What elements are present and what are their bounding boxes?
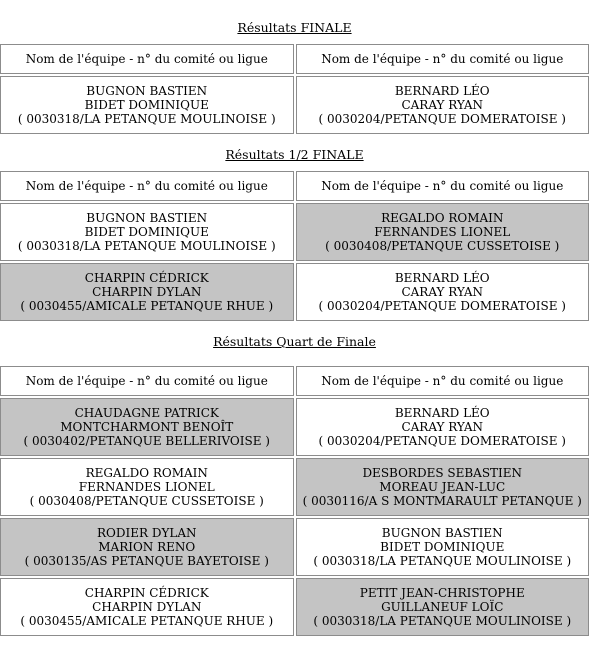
header-row	[0, 366, 589, 396]
club-info: ( 0030455/AMICALE PETANQUE RHUE )	[20, 299, 274, 313]
club-info: ( 0030318/LA PETANQUE MOULINOISE )	[313, 614, 572, 628]
team-cell	[0, 76, 294, 134]
match-row	[0, 518, 589, 576]
team-cell	[0, 458, 294, 516]
match-row	[0, 398, 589, 456]
match-row	[0, 263, 589, 321]
player-name: CHARPIN DYLAN	[92, 285, 202, 299]
match-row	[0, 578, 589, 636]
column-header: Nom de l'équipe - n° du comité ou ligue	[0, 366, 294, 396]
player-name: CARAY RYAN	[401, 98, 484, 112]
club-info: ( 0030204/PETANQUE DOMERATOISE )	[318, 299, 566, 313]
player-name: MARION RENO	[98, 540, 196, 554]
player-name: BUGNON BASTIEN	[86, 211, 208, 225]
team-cell	[0, 203, 294, 261]
player-name: REGALDO ROMAIN	[381, 211, 504, 225]
player-name: MOREAU JEAN-LUC	[379, 480, 506, 494]
club-info: ( 0030455/AMICALE PETANQUE RHUE )	[20, 614, 274, 628]
player-name: CARAY RYAN	[401, 420, 484, 434]
club-info: ( 0030204/PETANQUE DOMERATOISE )	[318, 434, 566, 448]
team-cell	[296, 578, 589, 636]
section-finale	[0, 0, 589, 136]
section-semi-final	[0, 136, 589, 323]
column-header: Nom de l'équipe - n° du comité ou ligue	[296, 366, 589, 396]
team-cell	[0, 518, 294, 576]
section-title: Résultats Quart de Finale	[213, 334, 376, 349]
team-cell	[296, 518, 589, 576]
player-name: DESBORDES SEBASTIEN	[362, 466, 523, 480]
column-header: Nom de l'équipe - n° du comité ou ligue	[0, 171, 294, 201]
player-name: CHARPIN CÉDRICK	[84, 271, 209, 285]
player-name: CHAUDAGNE PATRICK	[74, 406, 219, 420]
section-title: Résultats FINALE	[237, 20, 352, 35]
club-info: ( 0030408/PETANQUE CUSSETOISE )	[325, 239, 560, 253]
player-name: BUGNON BASTIEN	[86, 84, 208, 98]
header-row	[0, 171, 589, 201]
results-table	[0, 42, 589, 136]
player-name: BERNARD LÉO	[394, 84, 490, 98]
team-cell	[0, 263, 294, 321]
club-info: ( 0030402/PETANQUE BELLERIVOISE )	[23, 434, 270, 448]
player-name: PETIT JEAN-CHRISTOPHE	[359, 586, 525, 600]
team-cell	[296, 398, 589, 456]
section-quarter-final	[0, 323, 589, 638]
player-name: CHARPIN DYLAN	[92, 600, 202, 614]
player-name: CARAY RYAN	[401, 285, 484, 299]
player-name: BIDET DOMINIQUE	[84, 225, 209, 239]
column-header: Nom de l'équipe - n° du comité ou ligue	[0, 44, 294, 74]
column-header: Nom de l'équipe - n° du comité ou ligue	[296, 171, 589, 201]
club-info: ( 0030318/LA PETANQUE MOULINOISE )	[17, 239, 276, 253]
player-name: BERNARD LÉO	[394, 406, 490, 420]
club-info: ( 0030318/LA PETANQUE MOULINOISE )	[17, 112, 276, 126]
player-name: BIDET DOMINIQUE	[380, 540, 505, 554]
match-row	[0, 203, 589, 261]
section-title: Résultats 1/2 FINALE	[225, 147, 364, 162]
team-cell	[0, 398, 294, 456]
player-name: FERNANDES LIONEL	[374, 225, 511, 239]
team-cell	[0, 578, 294, 636]
club-info: ( 0030408/PETANQUE CUSSETOISE )	[29, 494, 264, 508]
team-cell	[296, 263, 589, 321]
club-info: ( 0030204/PETANQUE DOMERATOISE )	[318, 112, 566, 126]
results-table	[0, 364, 589, 638]
player-name: RODIER DYLAN	[96, 526, 197, 540]
team-cell	[296, 203, 589, 261]
team-cell	[296, 76, 589, 134]
player-name: BIDET DOMINIQUE	[84, 98, 209, 112]
player-name: BERNARD LÉO	[394, 271, 490, 285]
club-info: ( 0030135/AS PETANQUE BAYETOISE )	[24, 554, 269, 568]
club-info: ( 0030116/A S MONTMARAULT PETANQUE )	[302, 494, 582, 508]
results-table	[0, 169, 589, 323]
player-name: REGALDO ROMAIN	[85, 466, 208, 480]
player-name: BUGNON BASTIEN	[381, 526, 503, 540]
club-info: ( 0030318/LA PETANQUE MOULINOISE )	[313, 554, 572, 568]
player-name: CHARPIN CÉDRICK	[84, 586, 209, 600]
team-cell	[296, 458, 589, 516]
column-header: Nom de l'équipe - n° du comité ou ligue	[296, 44, 589, 74]
match-row	[0, 76, 589, 134]
match-row	[0, 458, 589, 516]
header-row	[0, 44, 589, 74]
player-name: MONTCHARMONT BENOÎT	[60, 420, 234, 434]
player-name: GUILLANEUF LOÏC	[381, 600, 504, 614]
player-name: FERNANDES LIONEL	[78, 480, 215, 494]
